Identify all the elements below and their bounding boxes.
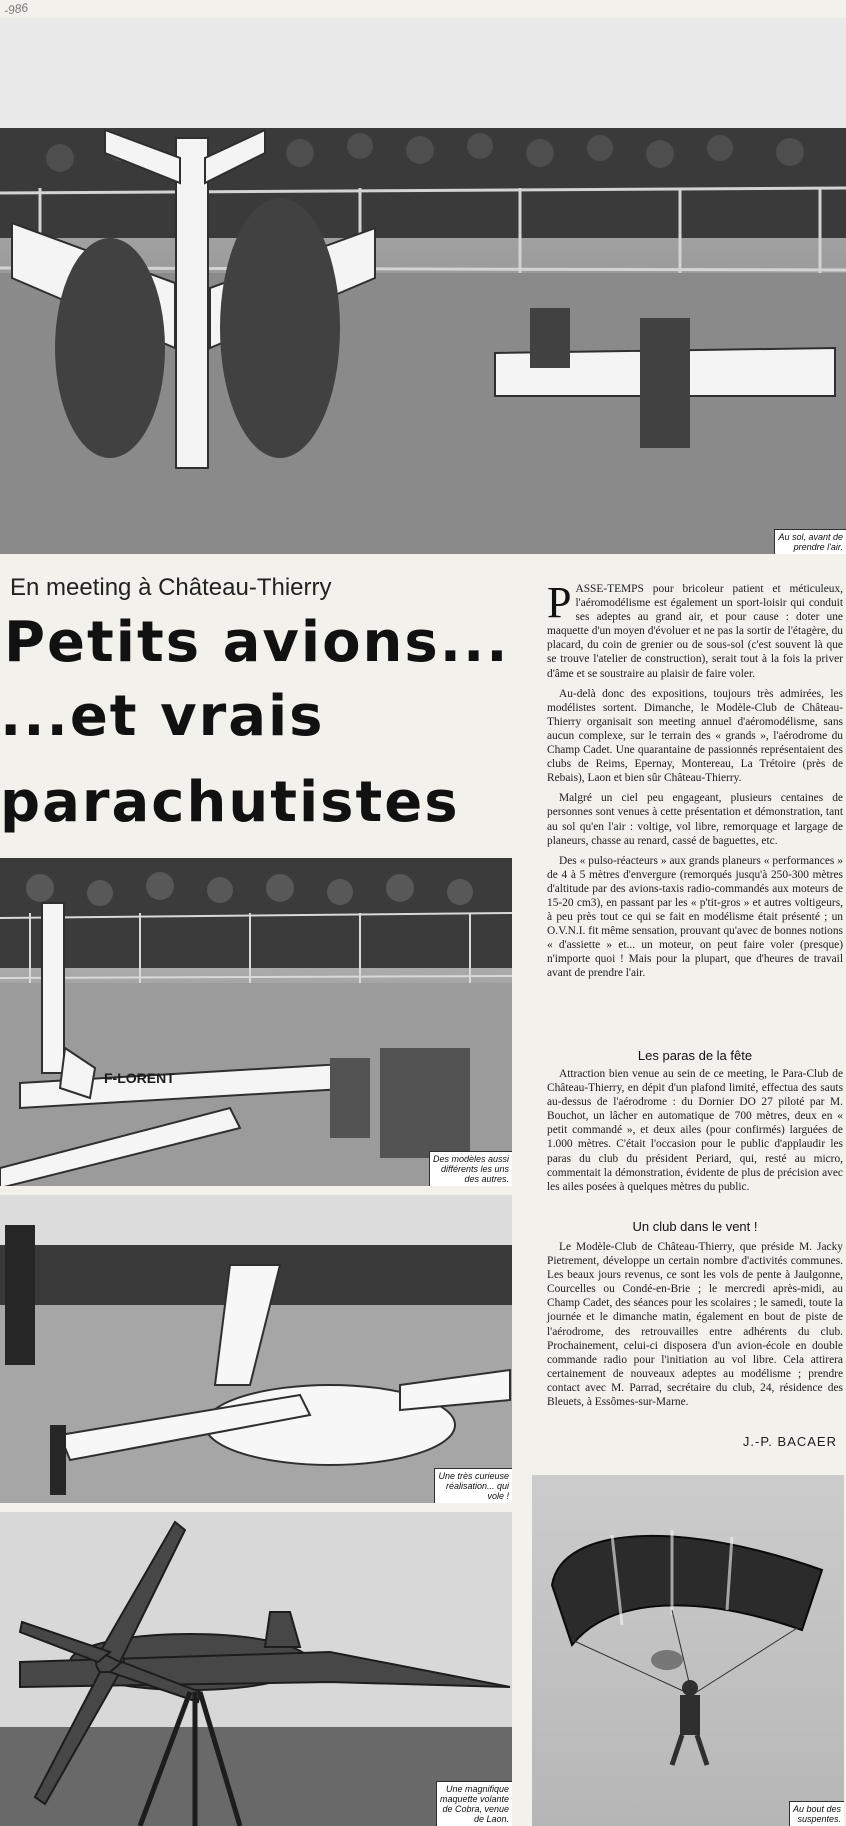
drop-cap: P [547, 578, 572, 627]
article-paragraph-4: Des « pulso-réacteurs » aux grands planeurs « performances » de 4 à 5 mètres d'envergure (remorqués jusqu'à 250-300 mètres d'altitude par des avions-taxis radio-commandés aux moteurs de 15-20 cm3), en passant par les « p'tit-gros » et autres voltigeurs, à peu près tout ce qui se fait en modélisme était présenté ; un O.V.N.I. fit même sensation, prouvant qu'avec de bonnes notions « d'assiette » et... un moteur, on peut faire voler (presque) n'importe quoi ! Mais pour la plupart, que d'heures de travail avant de prendre l'air. [547, 854, 843, 980]
photo-parachutist [532, 1475, 844, 1826]
article-paragraph-5: Attraction bien venue au sein de ce meeting, le Para-Club de Château-Thierry, en dépit d'un plafond limité, effectua des sauts au-dessus de l'aérodrome : du Dornier DO 27 piloté par M. Bouchot, un lâcher en automatique de 700 mètres, deux en « petit commandé », et deux ailes (pour confirmés) larguées de 1.000 mètres. C'était l'occasion pour le public d'applaudir les paras du club du président Periard, qui, resté au micro, commentait la démonstration, évidente de plus de précision avec les ailes posées à quelques mètres du public. [547, 1068, 843, 1193]
kicker: En meeting à Château-Thierry [10, 574, 332, 601]
article-part-1 [547, 578, 843, 987]
article-part-3 [547, 1240, 843, 1415]
photo-curious-model [0, 1195, 512, 1503]
archive-mark: -986 [3, 0, 29, 18]
photo-cobra-model [0, 1512, 512, 1826]
headline-line-2: ...et vrais [0, 684, 325, 749]
article-paragraph-1: PASSE-TEMPS pour bricoleur patient et méticuleux, l'aéromodélisme est également un sport-loisir qui conduit ses adeptes au grand air, et pour cause : doter une maquette d'un moyen d'évoluer et ne pas la sortir de l'étagère, du placard, du coin de grenier ou de sous-sol (c'est souvent là que se trouve l'atelier de construction), serait tout à la fois la priver d'âme et se soustraire au plaisir de faire voler. [547, 578, 843, 680]
article-paragraph-2: Au-delà donc des expositions, toujours très admirées, les modélistes sortent. Dimanche, le Modèle-Club de Château-Thierry organisait son meeting annuel d'aéromodélisme, sans aucun complexe, sur le terrain des « grands », l'aérodrome du Champ Cadet. Une quarantaine de passionnés représentaient des clubs de Reims, Epernay, Montereau, La Trétoire (près de Rebais), Laon et bien sûr Château-Thierry. [547, 687, 843, 785]
subhead-paras: Les paras de la fête [637, 1048, 753, 1063]
caption-parachute: Au bout des suspentes. [789, 1801, 844, 1826]
byline: J.-P. BACAER [742, 1434, 837, 1449]
caption-top: Au sol, avant de prendre l'air. [774, 529, 846, 554]
article-part-2 [547, 1067, 843, 1200]
headline-line-3: parachutistes [0, 770, 460, 835]
plane-marking: F-LORENT [104, 1070, 175, 1086]
photo-ground-models [0, 18, 846, 554]
caption-models: Des modèles aussi différents les uns des autres. [429, 1151, 512, 1186]
article-paragraph-6: Le Modèle-Club de Château-Thierry, que préside M. Jacky Pietrement, développe un certain nombre d'activités communes. Les beaux jours revenus, ce sont les vols de pente à Jaulgonne, Courcelles ou Condé-en-Brie ; le mercredi après-midi, au Champ Cadet, des séances pour les scolaires ; le samedi, toute la journée et le dimanche matin, également en bout de piste de l'aérodrome, des retrouvailles entre adhérents du club. Prochainement, celui-ci disposera d'un avion-école en double commande radio pour l'initiation au vol libre. Cela attirera certainement de nouveaux adeptes au modélisme ; prendre contact avec M. Parrad, secrétaire du club, 24, résidence des Bleuets, à Essômes-sur-Marne. [547, 1241, 843, 1409]
subhead-club: Un club dans le vent ! [632, 1219, 758, 1234]
headline-line-1: Petits avions... [4, 610, 510, 675]
photo-models [0, 858, 512, 1186]
caption-cobra: Une magnifique maquette volante de Cobra, venue de Laon. [436, 1781, 512, 1826]
article-paragraph-3: Malgré un ciel peu engageant, plusieurs centaines de personnes sont venues à cette présentation et démonstration, tant au sol qu'en l'air : voltige, vol libre, remorquage et largage de planeurs, chasse au renard, cassé de baguettes, etc. [547, 792, 843, 847]
caption-curious: Une très curieuse réalisation... qui vole ! [434, 1468, 512, 1503]
